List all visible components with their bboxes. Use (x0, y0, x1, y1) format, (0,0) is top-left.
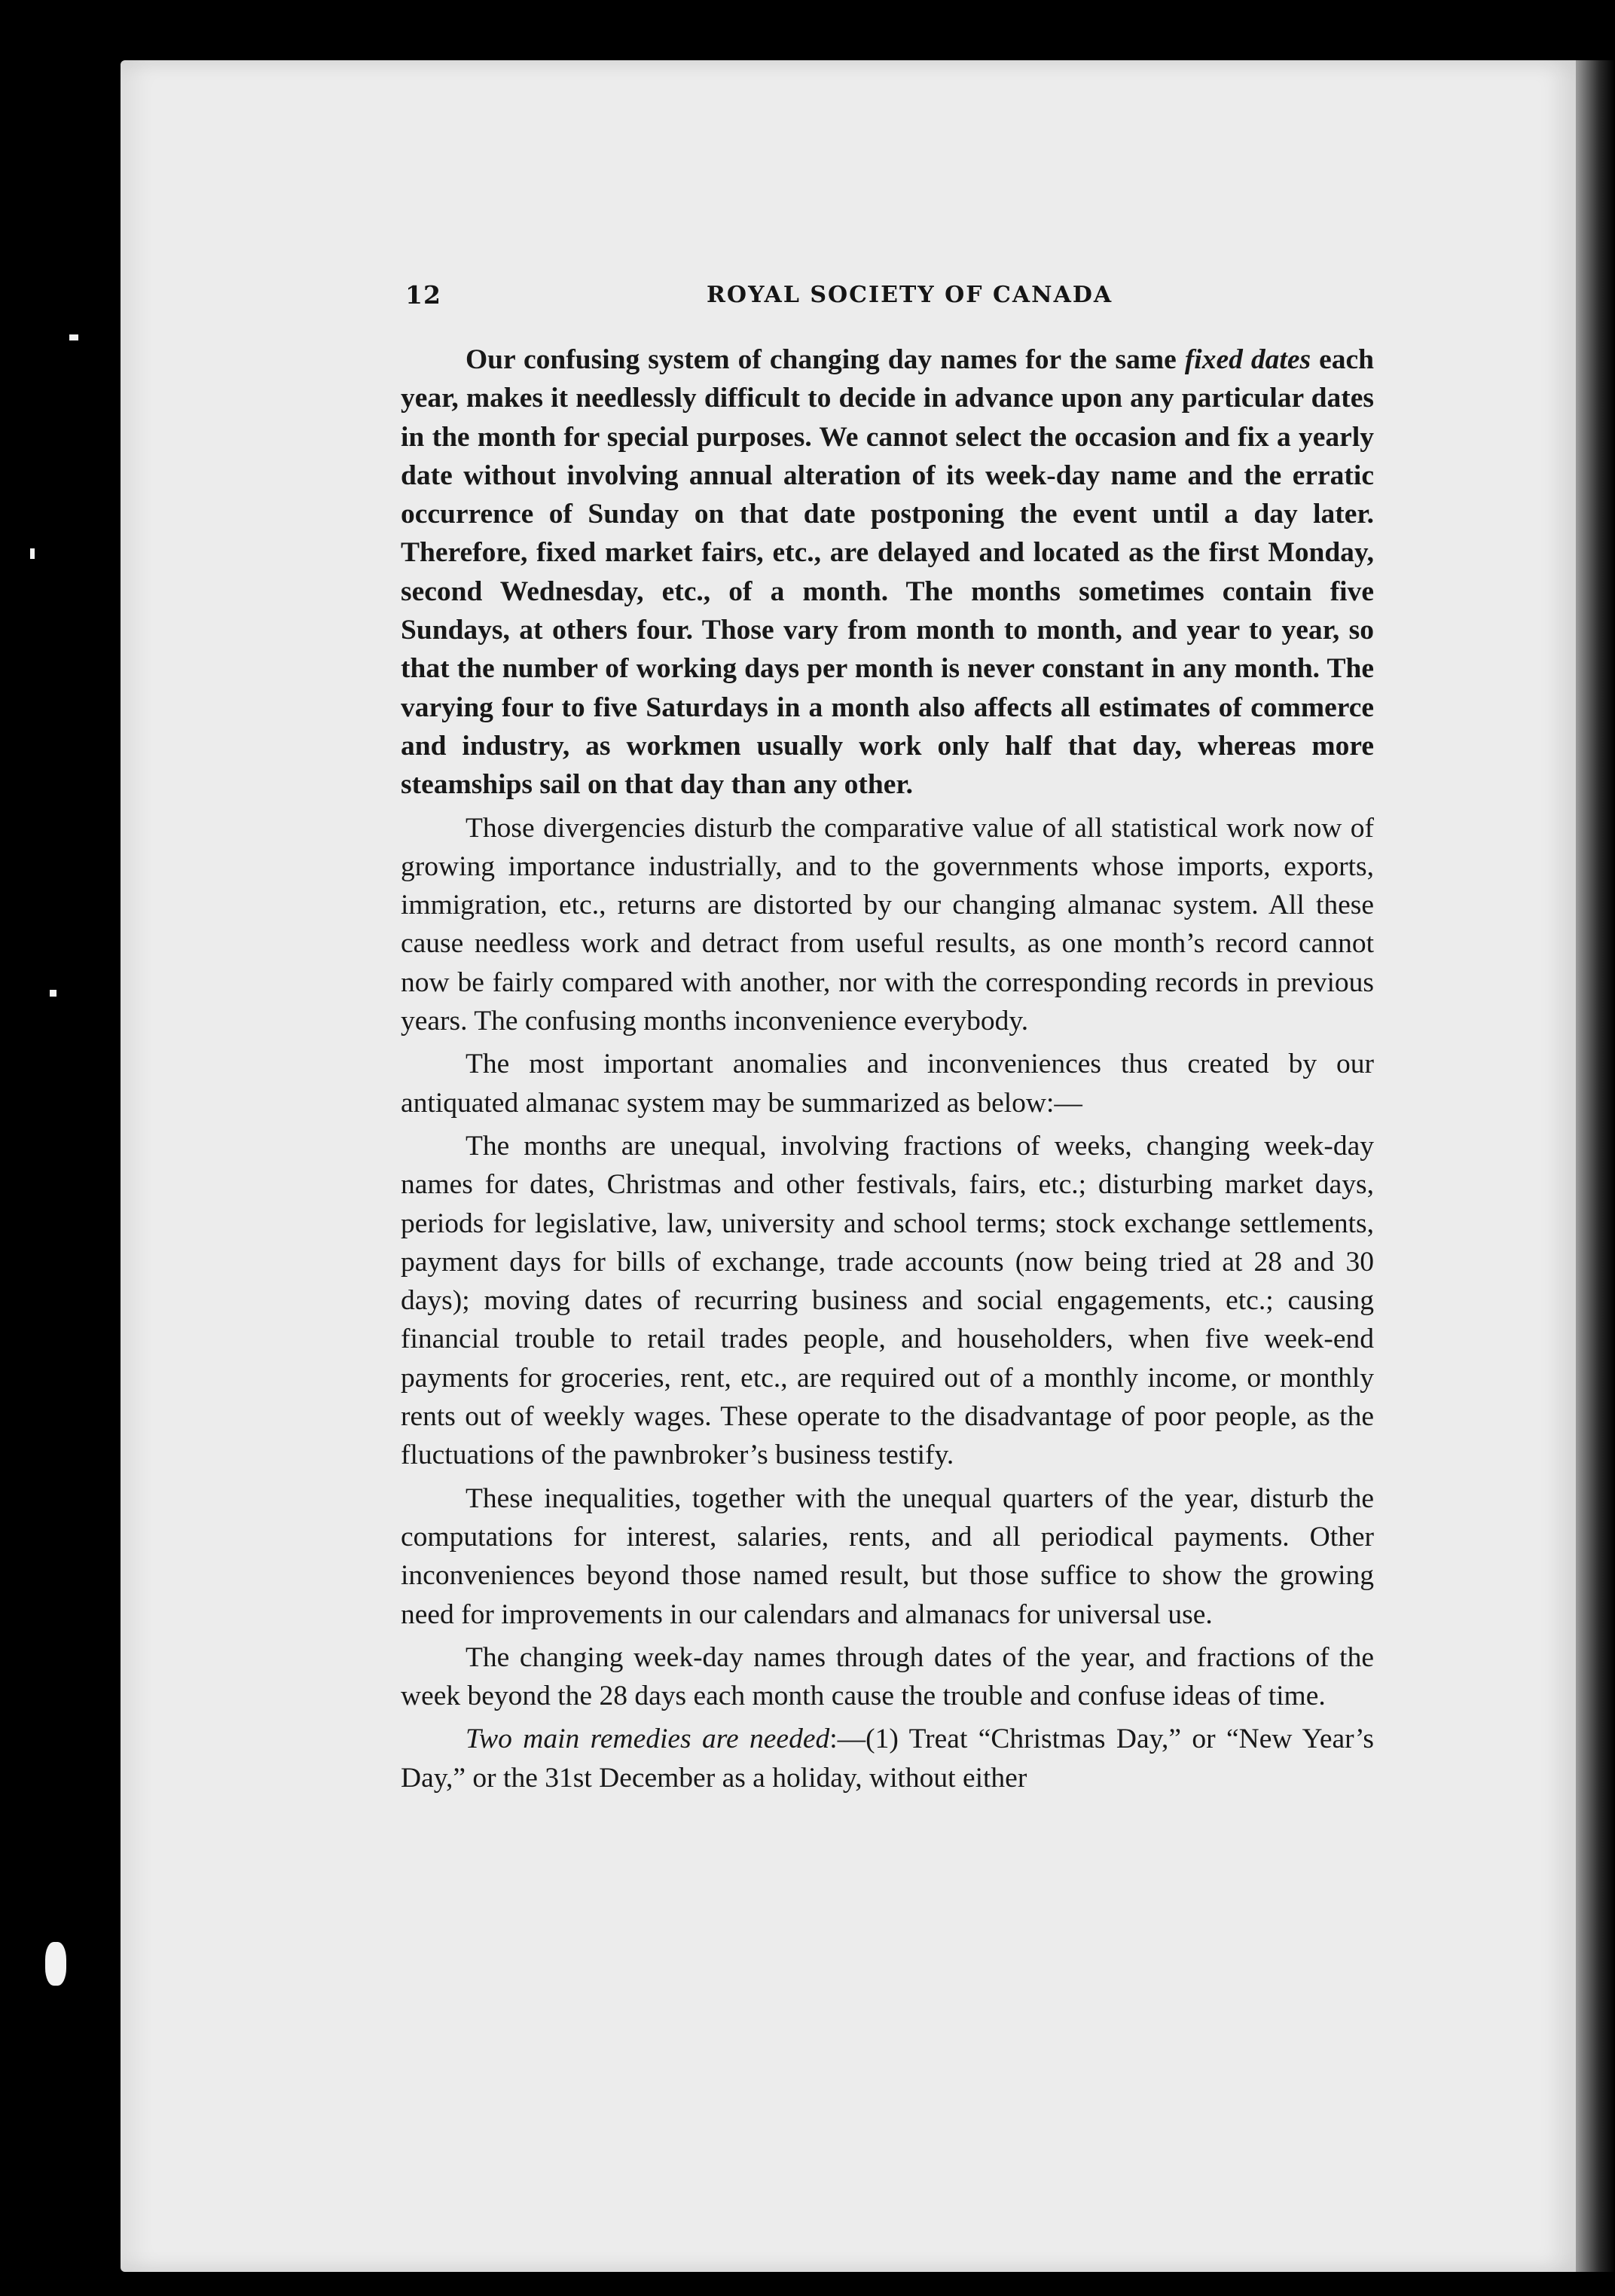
text-run: Our confusing system of changing day names for the same (466, 344, 1185, 375)
page-header (405, 280, 1385, 318)
paragraph (401, 1045, 1374, 1122)
text-run: each year, makes it needlessly difficult to decide in advance upon any particular dates in the month for special purposes. We cannot select the occasion and fix a yearly date without involving annual alteration of its week-day name and the erratic occurrence of Sunday on that date postponing the event until a day later. Therefore, fixed market fairs, etc., are delayed and located as the first Monday, second Wednesday, etc., of a month. The months sometimes contain five Sundays, at others four. Those vary from month to month, and year to year, so that the number of working days per month is never constant in any month. The varying four to five Saturdays in a month also affects all estimates of commerce and industry, as workmen usually work only half that day, whereas more steamships sail on that day than any other. (401, 344, 1374, 801)
text-run: The changing week-day names through dates of the year, and fractions of the week beyond the 28 days each month cause the trouble and confuse ideas of time. (401, 1641, 1374, 1712)
paragraph (401, 1638, 1374, 1716)
body-text (401, 340, 1374, 1802)
text-run: fixed dates (1184, 344, 1311, 375)
text-run: Two main remedies are needed (466, 1724, 830, 1755)
paragraph (401, 809, 1374, 1041)
text-run: :—(1) Treat “Christmas Day,” or “New Year’s Day,” or the 31st December as a holiday, without either (401, 1724, 1374, 1794)
scan-speck (30, 548, 35, 559)
scan-speck (50, 990, 56, 997)
scan-speck (69, 334, 78, 340)
text-run: Those divergencies disturb the comparative value of all statistical work now of growing importance industrially, and to the governments whose imports, exports, immigration, etc., returns are distorted by our changing almanac system. All these cause needless work and detract from useful results, as one month’s record cannot now be fairly compared with another, nor with the corresponding records in previous years. The confusing months inconvenience everybody. (401, 812, 1374, 1037)
text-run: These inequalities, together with the unequal quarters of the year, disturb the computations for interest, salaries, rents, and all periodical payments. Other inconveniences beyond those named result, but those suffice to show the growing need for improvements in our calendars and almanacs for universal use. (401, 1482, 1374, 1630)
paragraph (401, 1720, 1374, 1797)
running-head: ROYAL SOCIETY OF CANADA (707, 282, 1113, 308)
page-edge-shadow (1576, 60, 1615, 2272)
scan-speck (45, 1942, 66, 1986)
paragraph (401, 340, 1374, 805)
text-run: The months are unequal, involving fractions of weeks, changing week-day names for dates, Christmas and other festivals, fairs, etc.; disturbing market days, periods for legislative, law, university and school terms; stock exchange settlements, payment days for bills of exchange, trade accounts (now being tried at 28 and 30 days); moving dates of recurring business and social engagements, etc.; causing financial trouble to retail trades people, and householders, when five week-end payments for groceries, rent, etc., are required out of a monthly income, or monthly rents out of weekly wages. These operate to the disadvantage of poor people, as the fluctuations of the pawnbroker’s business testify. (401, 1130, 1374, 1471)
page-number: 12 (405, 280, 441, 310)
paragraph (401, 1479, 1374, 1634)
text-run: The most important anomalies and inconveniences thus created by our antiquated almanac system may be summarized as below:— (401, 1049, 1374, 1119)
paragraph (401, 1127, 1374, 1475)
